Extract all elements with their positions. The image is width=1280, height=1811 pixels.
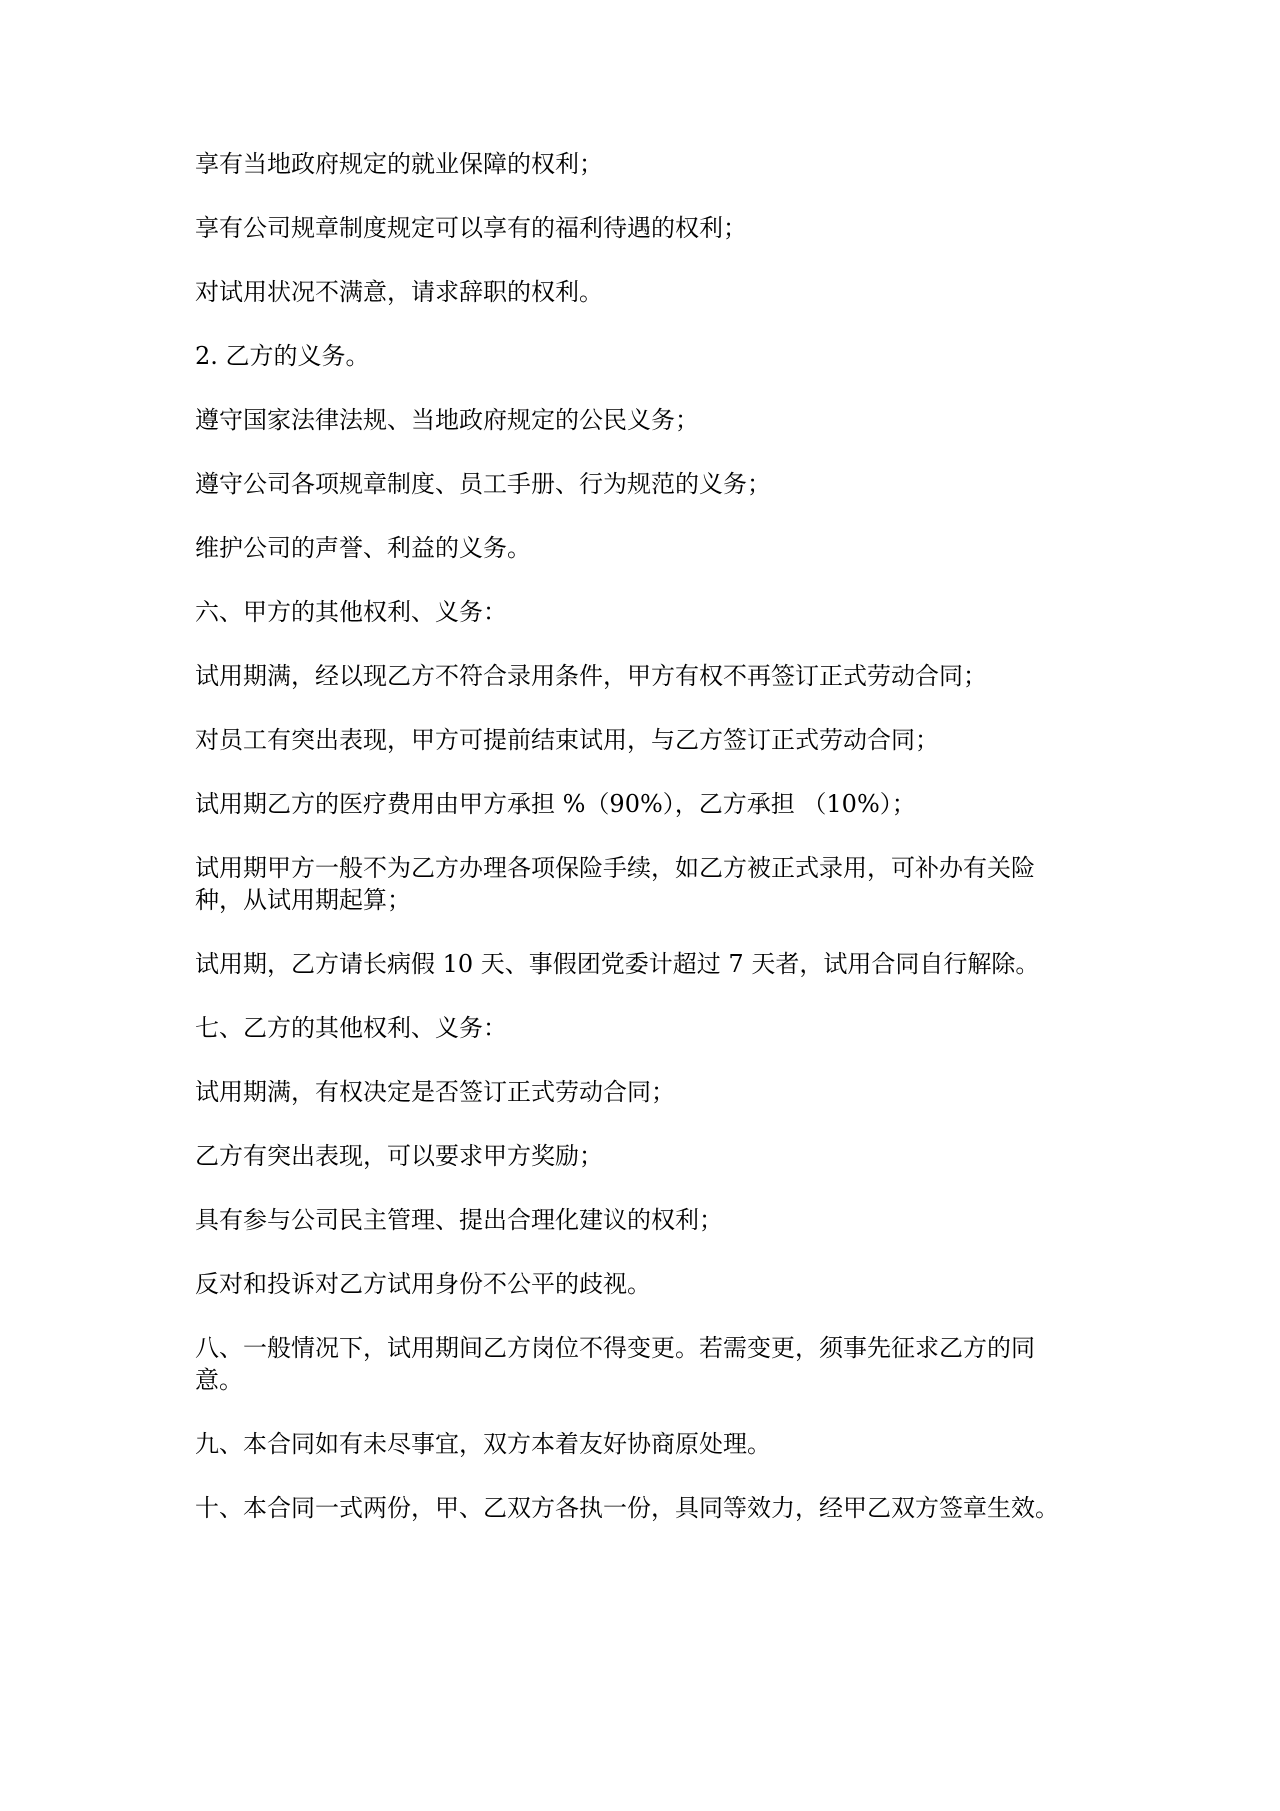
paragraph-line: 八、一般情况下，试用期间乙方岗位不得变更。若需变更，须事先征求乙方的同: [195, 1334, 1035, 1362]
paragraph-5: [195, 404, 1095, 436]
section-heading-6: [195, 596, 1095, 628]
section-heading-7: [195, 1012, 1095, 1044]
paragraph-line: 九、本合同如有未尽事宜，双方本着友好协商原处理。: [195, 1430, 771, 1458]
paragraph-17: [195, 1204, 1095, 1236]
paragraph-2: [195, 212, 1095, 244]
paragraph-line: 试用期满，有权决定是否签订正式劳动合同；: [195, 1078, 675, 1106]
paragraph-line: 享有公司规章制度规定可以享有的福利待遇的权利；: [195, 214, 747, 242]
paragraph-13: [195, 948, 1095, 980]
section-heading-2: [195, 340, 1095, 372]
paragraph-18: [195, 1268, 1095, 1300]
paragraph-line: 2. 乙方的义务。: [195, 342, 370, 370]
paragraph-16: [195, 1140, 1095, 1172]
paragraph-1: [195, 148, 1095, 180]
paragraph-line: 七、乙方的其他权利、义务：: [195, 1014, 507, 1042]
paragraph-line: 种，从试用期起算；: [195, 886, 411, 914]
section-heading-8: [195, 1332, 1095, 1396]
paragraph-11: [195, 788, 1095, 820]
paragraph-15: [195, 1076, 1095, 1108]
paragraph-line: 遵守公司各项规章制度、员工手册、行为规范的义务；: [195, 470, 771, 498]
document-body: [195, 148, 1095, 1556]
paragraph-6: [195, 468, 1095, 500]
paragraph-3: [195, 276, 1095, 308]
paragraph-10: [195, 724, 1095, 756]
paragraph-line: 意。: [195, 1366, 243, 1394]
paragraph-9: [195, 660, 1095, 692]
paragraph-line: 乙方有突出表现，可以要求甲方奖励；: [195, 1142, 603, 1170]
section-heading-9: [195, 1428, 1095, 1460]
paragraph-line: 对员工有突出表现，甲方可提前结束试用，与乙方签订正式劳动合同；: [195, 726, 939, 754]
paragraph-line: 遵守国家法律法规、当地政府规定的公民义务；: [195, 406, 699, 434]
paragraph-7: [195, 532, 1095, 564]
paragraph-line: 六、甲方的其他权利、义务：: [195, 598, 507, 626]
paragraph-line: 对试用状况不满意，请求辞职的权利。: [195, 278, 603, 306]
section-heading-10: [195, 1492, 1095, 1524]
paragraph-line: 维护公司的声誉、利益的义务。: [195, 534, 531, 562]
paragraph-line: 具有参与公司民主管理、提出合理化建议的权利；: [195, 1206, 723, 1234]
paragraph-line: 试用期满，经以现乙方不符合录用条件，甲方有权不再签订正式劳动合同；: [195, 662, 987, 690]
paragraph-line: 反对和投诉对乙方试用身份不公平的歧视。: [195, 1270, 651, 1298]
paragraph-line: 享有当地政府规定的就业保障的权利；: [195, 150, 603, 178]
paragraph-line: 试用期乙方的医疗费用由甲方承担 %（90%），乙方承担 （10%）；: [195, 790, 916, 818]
paragraph-line: 试用期，乙方请长病假 10 天、事假团党委计超过 7 天者，试用合同自行解除。: [195, 950, 1040, 978]
paragraph-12: [195, 852, 1095, 916]
paragraph-line: 十、本合同一式两份，甲、乙双方各执一份，具同等效力，经甲乙双方签章生效。: [195, 1494, 1059, 1522]
paragraph-line: 试用期甲方一般不为乙方办理各项保险手续，如乙方被正式录用，可补办有关险: [195, 854, 1035, 882]
